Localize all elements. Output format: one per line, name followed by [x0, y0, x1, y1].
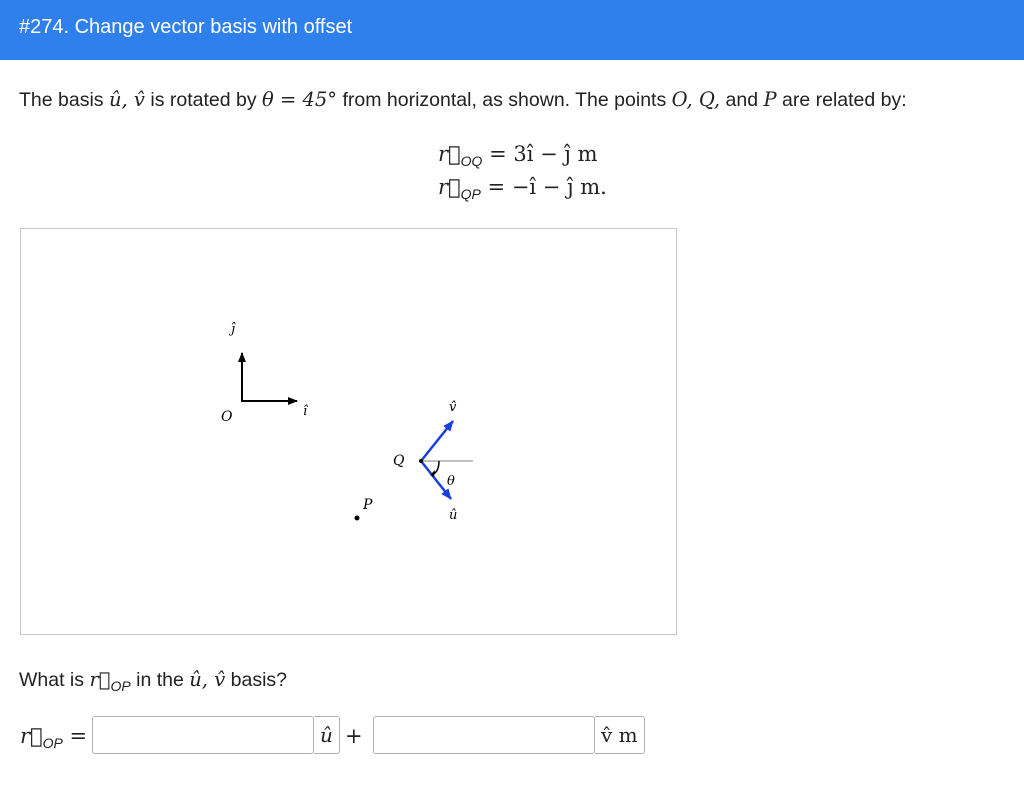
question-text	[19, 668, 287, 694]
point-q-label: Q	[393, 453, 405, 469]
intro-text-1: The basis	[19, 89, 109, 111]
vector-r-symbol: r⃗	[438, 175, 461, 199]
subscript-op: OP	[110, 678, 131, 694]
subscript-qp: QP	[460, 186, 481, 202]
basis-symbols: û, v̂	[108, 88, 145, 111]
page-header	[0, 0, 1024, 60]
equation-r-qp-rhs: = −î − ĵ m.	[480, 175, 607, 199]
angle-expression: θ = 45°	[262, 88, 338, 111]
question-text-1: What is	[19, 669, 90, 691]
vector-r-symbol: r⃗	[20, 724, 43, 748]
subscript-oq: OQ	[460, 153, 483, 169]
v-hat-unit-label: v̂ m	[595, 716, 645, 754]
plus-sign: +	[345, 724, 363, 748]
u-hat-unit-label: û	[314, 716, 340, 754]
intro-text-4: and	[720, 89, 764, 111]
points-symbols: O, Q,	[671, 88, 721, 111]
subscript-op: OP	[42, 735, 63, 751]
i-hat-label: î	[303, 404, 308, 419]
u-component-input[interactable]	[92, 716, 314, 754]
point-p-label: P	[363, 497, 373, 513]
j-hat-label: ĵ	[231, 322, 236, 337]
equation-r-oq-rhs: = 3î − ĵ m	[482, 142, 598, 166]
basis-symbols: û, v̂	[189, 668, 226, 691]
basis-diagram	[20, 228, 677, 635]
v-component-input[interactable]	[373, 716, 595, 754]
intro-text-5: are related by:	[776, 89, 907, 111]
point-o-label: O	[221, 409, 233, 425]
answer-lhs	[20, 724, 87, 751]
question-text-3: basis?	[225, 669, 288, 691]
equation-r-qp	[438, 175, 607, 202]
question-text-2: in the	[130, 669, 190, 691]
point-p-symbol: P	[763, 88, 777, 111]
u-hat-label: û	[449, 508, 458, 523]
equals-sign: =	[62, 724, 88, 748]
vector-r-symbol: r⃗	[438, 142, 461, 166]
intro-text-2: is rotated by	[144, 89, 263, 111]
intro-text-3: from horizontal, as shown. The points	[337, 89, 672, 111]
point-p-dot	[355, 516, 360, 521]
problem-statement	[19, 88, 907, 112]
v-hat-label: v̂	[449, 400, 457, 415]
point-q-dot	[419, 459, 423, 463]
v-hat-arrow	[421, 421, 453, 461]
theta-label: θ	[447, 474, 455, 489]
diagram-svg	[21, 229, 676, 634]
vector-r-symbol: r⃗	[89, 668, 111, 691]
equation-r-oq	[438, 142, 598, 169]
problem-title: #274. Change vector basis with offset	[19, 16, 353, 38]
